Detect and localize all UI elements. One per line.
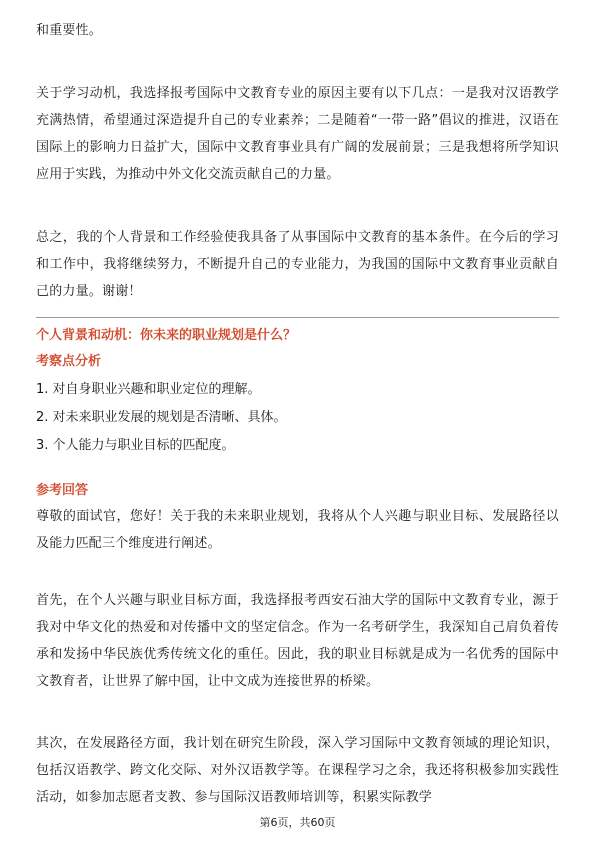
section-divider bbox=[36, 317, 559, 318]
answer-heading: 参考回答 bbox=[36, 483, 89, 498]
answer-paragraph-second: 其次，在发展路径方面，我计划在研究生阶段，深入学习国际中文教育领域的理论知识，包括汉语教学、跨文化交际、对外汉语教学等。在课程学习之余，我还将积极参加实践性活动，如参加志愿者支教、参与国际汉语教师培训等，积累实际教学 bbox=[36, 736, 559, 805]
analysis-heading: 考察点分析 bbox=[36, 354, 102, 369]
question-title: 个人背景和动机：你未来的职业规划是什么？ bbox=[36, 328, 297, 343]
paragraph-continuation: 和重要性。 bbox=[36, 23, 103, 38]
list-item: 2. 对未来职业发展的规划是否清晰、具体。 bbox=[36, 410, 287, 425]
analysis-list bbox=[36, 376, 559, 460]
paragraph-study-motivation: 关于学习动机，我选择报考国际中文教育专业的原因主要有以下几点：一是我对汉语教学充满热情，希望通过深造提升自己的专业素养；二是随着“一带一路”倡议的推进，汉语在国际上的影响力日益扩大，国际中文教育事业具有广阔的发展前景；三是我想将所学知识应用于实践，为推动中外文化交流贡献自己的力量。 bbox=[36, 86, 559, 182]
page-number: 第6页，共60页 bbox=[259, 816, 336, 829]
answer-paragraph-first: 首先，在个人兴趣与职业目标方面，我选择报考西安石油大学的国际中文教育专业，源于我对中华文化的热爱和对传播中文的坚定信念。作为一名考研学生，我深知自己肩负着传承和发扬中华民族优秀传统文化的重任。因此，我的职业目标就是成为一名优秀的国际中文教育者，让世界了解中国，让中文成为连接世界的桥梁。 bbox=[36, 593, 559, 689]
list-item: 1. 对自身职业兴趣和职业定位的理解。 bbox=[36, 382, 261, 397]
paragraph-conclusion: 总之，我的个人背景和工作经验使我具备了从事国际中文教育的基本条件。在今后的学习和工作中，我将继续努力，不断提升自己的专业能力，为我国的国际中文教育事业贡献自己的力量。谢谢！ bbox=[36, 230, 559, 299]
answer-paragraph-greeting: 尊敬的面试官，您好！关于我的未来职业规划，我将从个人兴趣与职业目标、发展路径以及能力匹配三个维度进行阐述。 bbox=[36, 509, 559, 551]
list-item: 3. 个人能力与职业目标的匹配度。 bbox=[36, 438, 235, 453]
